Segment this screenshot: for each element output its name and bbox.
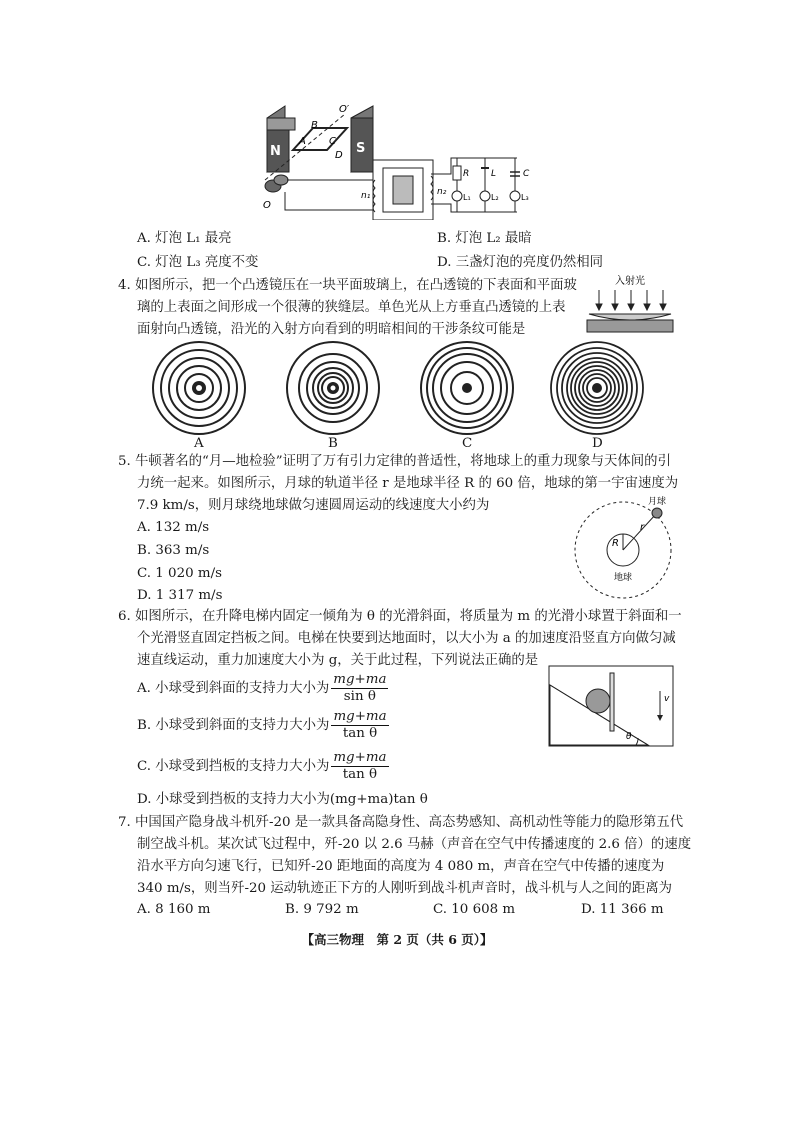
fringe-label-a: A [194, 436, 204, 451]
earth-label: 地球 [614, 573, 633, 583]
q4-stem-line-3: 面射向凸透镜，沿光的入射方向看到的明暗相间的干涉条纹可能是 [137, 322, 526, 337]
q6-option-a[interactable]: A. 小球受到斜面的支持力大小为 $\frac{mg+ma}{\text{sin θ}}$ [137, 672, 387, 704]
fringe-choice-a[interactable] [151, 340, 247, 436]
q6-stem-line-3: 速直线运动，重力加速度大小为 g，关于此过程，下列说法正确的是 [137, 653, 539, 668]
q3-option-c[interactable]: C. 灯泡 L₃ 亮度不变 [137, 255, 259, 270]
svg-text:L: L [491, 169, 497, 179]
svg-text:L₃: L₃ [521, 193, 529, 202]
svg-text:O: O [263, 200, 271, 211]
incident-light-label: 入射光 [615, 276, 645, 287]
fringe-choice-d[interactable] [549, 340, 645, 436]
moon-orbit-figure [568, 492, 678, 602]
q3-option-b[interactable]: B. 灯泡 L₂ 最暗 [437, 231, 532, 246]
svg-text:θ: θ [626, 732, 632, 742]
q7-option-b[interactable]: B. 9 792 m [285, 902, 359, 917]
q7-option-a[interactable]: A. 8 160 m [137, 902, 211, 917]
q6-stem-line-2: 个光滑竖直固定挡板之间。电梯在快要到达地面时，以大小为 a 的加速度沿竖直方向做匀减 [137, 631, 676, 646]
q4-stem-line-2: 璃的上表面之间形成一个很薄的狭缝层。单色光从上方垂直凸透镜的上表 [137, 300, 566, 315]
svg-text:D: D [335, 150, 343, 161]
svg-text:L₁: L₁ [463, 193, 471, 202]
q5-option-d[interactable]: D. 1 317 m/s [137, 588, 223, 603]
q7-stem-line-3: 沿水平方向匀速飞行，已知歼-20 距地面的高度为 4 080 m，声音在空气中传播的速度为 [137, 859, 665, 874]
incline-ball-figure [548, 665, 674, 747]
svg-text:C: C [523, 169, 530, 179]
q6-option-d[interactable]: D. 小球受到挡板的支持力大小为(mg+ma)tan θ [137, 792, 428, 807]
svg-text:O′: O′ [339, 104, 350, 115]
svg-text:B: B [311, 120, 318, 131]
moon-label: 月球 [648, 497, 667, 507]
fringe-choice-c[interactable] [419, 340, 515, 436]
fringe-choice-b[interactable] [285, 340, 381, 436]
q6-option-b[interactable]: B. 小球受到斜面的支持力大小为 $\frac{mg+ma}{\text{tan θ}}$ [137, 709, 387, 741]
q5-option-a[interactable]: A. 132 m/s [137, 520, 210, 535]
page-footer: 【高三物理 第 2 页（共 6 页）】 [301, 932, 493, 947]
q7-option-d[interactable]: D. 11 366 m [581, 902, 664, 917]
fringe-label-d: D [592, 436, 603, 451]
q7-option-c[interactable]: C. 10 608 m [433, 902, 516, 917]
lens-on-glass-figure [585, 272, 675, 334]
q5-stem-line-1: 5. 牛顿著名的“月—地检验”证明了万有引力定律的普适性，将地球上的重力现象与天体间的引 [118, 454, 671, 469]
q6-option-c[interactable]: C. 小球受到挡板的支持力大小为 $\frac{mg+ma}{\text{tan θ}}$ [137, 750, 387, 782]
q4-stem-line-1: 4. 如图所示，把一个凸透镜压在一块平面玻璃上，在凸透镜的下表面和平面玻 [118, 278, 577, 293]
fringe-label-c: C [462, 436, 473, 451]
q5-stem-line-2: 力统一起来。如图所示，月球的轨道半径 r 是地球半径 R 的 60 倍，地球的第一宇宙速度为 [137, 476, 679, 491]
label-n: N [270, 144, 281, 159]
q3-option-a[interactable]: A. 灯泡 L₁ 最亮 [137, 231, 232, 246]
svg-text:C: C [329, 136, 336, 147]
q5-option-b[interactable]: B. 363 m/s [137, 543, 210, 558]
q5-option-c[interactable]: C. 1 020 m/s [137, 566, 222, 581]
label-s: S [356, 141, 366, 156]
svg-text:A: A [299, 136, 306, 147]
generator-transformer-figure [255, 100, 545, 220]
svg-text:R: R [612, 538, 619, 549]
svg-text:n₂: n₂ [437, 187, 447, 197]
svg-text:L₂: L₂ [491, 193, 499, 202]
fringe-label-b: B [328, 436, 338, 451]
svg-text:r: r [640, 522, 645, 533]
q7-stem-line-2: 制空战斗机。某次试飞过程中，歼-20 以 2.6 马赫（声音在空气中传播速度的 2.6 倍）的速度 [137, 837, 692, 852]
svg-text:n₁: n₁ [361, 191, 371, 201]
q7-stem-line-1: 7. 中国国产隐身战斗机歼-20 是一款具备高隐身性、高态势感知、高机动性等能力的隐形第五代 [118, 815, 684, 830]
q6-stem-line-1: 6. 如图所示，在升降电梯内固定一倾角为 θ 的光滑斜面，将质量为 m 的光滑小球置于斜面和一 [118, 609, 682, 624]
q7-stem-line-4: 340 m/s，则当歼-20 运动轨迹正下方的人刚听到战斗机声音时，战斗机与人之间的距离为 [137, 881, 672, 896]
q3-option-d[interactable]: D. 三盏灯泡的亮度仍然相同 [437, 255, 604, 270]
svg-text:R: R [463, 169, 470, 179]
svg-text:v: v [664, 694, 670, 704]
q5-stem-line-3: 7.9 km/s，则月球绕地球做匀速圆周运动的线速度大小约为 [137, 498, 490, 513]
